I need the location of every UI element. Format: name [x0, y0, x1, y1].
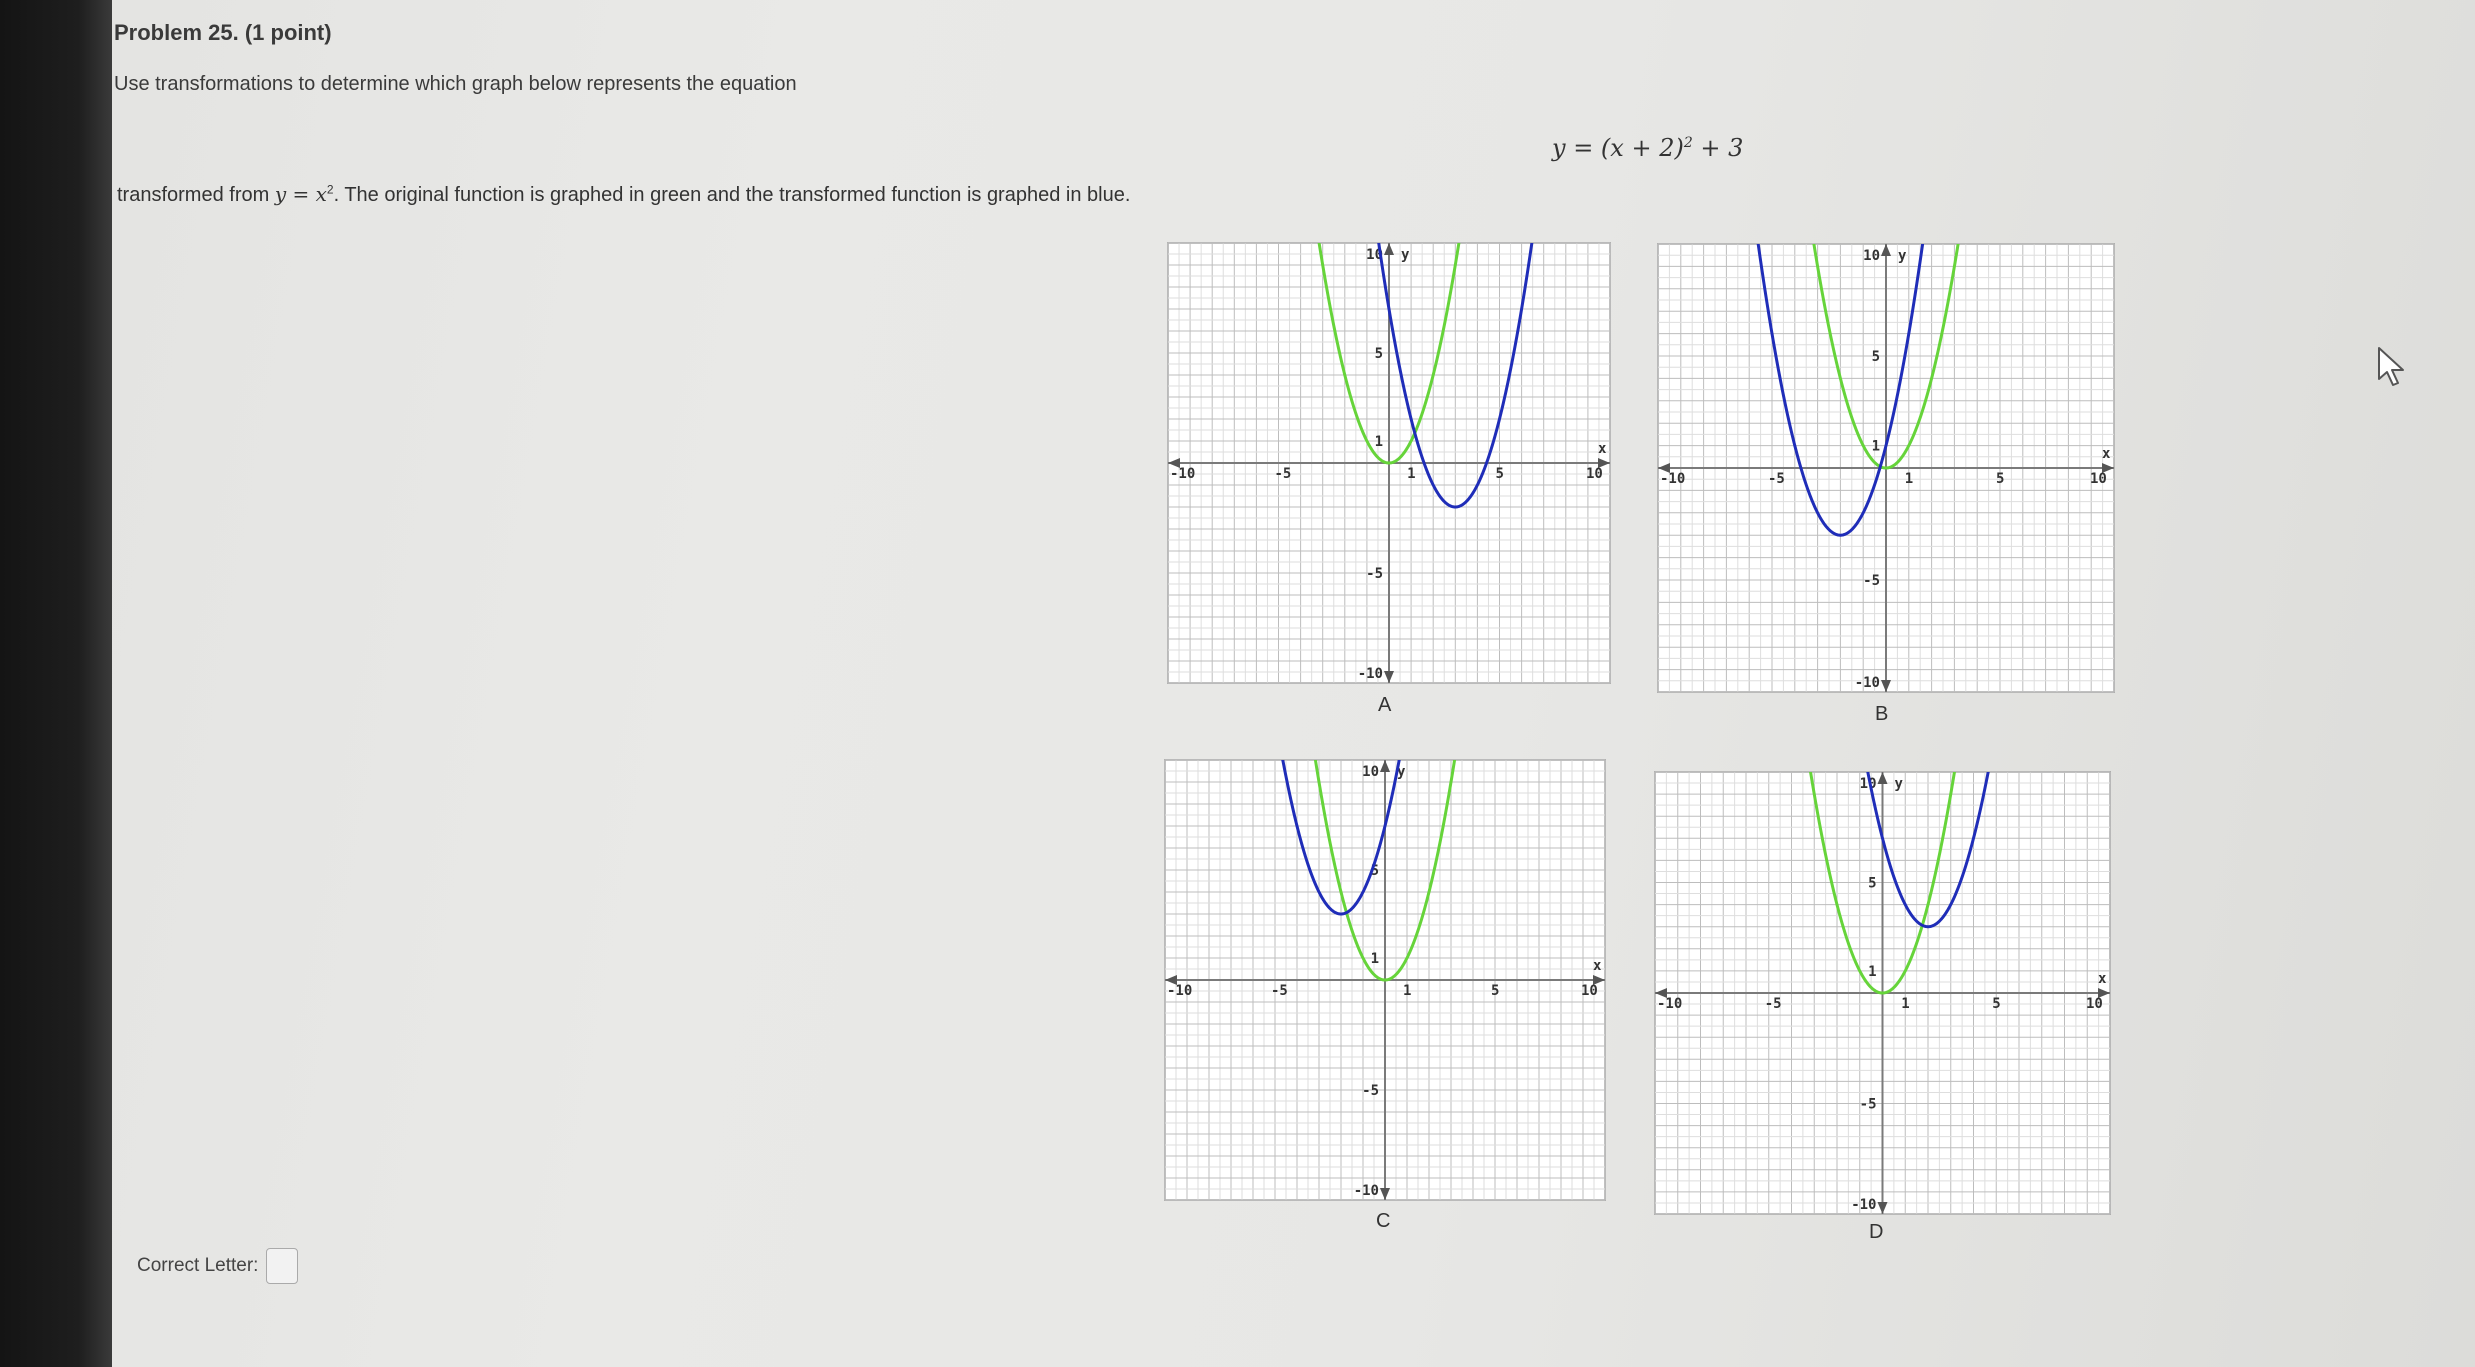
y-tick-label: -10	[1357, 666, 1383, 682]
y-tick-label: -10	[1851, 1197, 1877, 1213]
desc-exponent: 2	[326, 182, 334, 197]
x-tick-label: 1	[1407, 466, 1416, 482]
x-axis-name: x	[1593, 958, 1602, 974]
screen-bezel	[0, 0, 112, 1367]
graph-D-plot	[1652, 769, 2113, 1217]
y-tick-label: 10	[1362, 764, 1379, 780]
x-tick-label: 10	[1581, 983, 1598, 999]
x-tick-label: 5	[1491, 983, 1500, 999]
equation-exponent: 2	[1683, 135, 1693, 151]
x-tick-label: 5	[1495, 466, 1504, 482]
x-tick-label: 1	[1901, 996, 1910, 1012]
x-tick-label: 5	[1996, 471, 2005, 487]
x-tick-label: 5	[1992, 996, 2001, 1012]
desc-pre: transformed from	[117, 184, 275, 206]
x-tick-label: 1	[1904, 471, 1914, 487]
y-tick-label: 10	[1863, 248, 1880, 264]
graph-D	[1652, 769, 2113, 1217]
problem-content	[112, 0, 2475, 1367]
graph-C	[1162, 757, 1608, 1203]
x-tick-label: 1	[1403, 983, 1412, 999]
y-tick-label: 1	[1370, 951, 1379, 967]
y-tick-label: 5	[1370, 863, 1379, 879]
y-tick-label: 1	[1374, 434, 1383, 450]
problem-description	[117, 182, 1130, 207]
x-tick-label: -10	[1170, 466, 1196, 482]
y-axis-name: y	[1894, 776, 1903, 792]
y-tick-label: -10	[1353, 1183, 1379, 1199]
x-tick-label: -10	[1167, 983, 1193, 999]
y-axis-name: y	[1397, 764, 1406, 780]
graph-C-plot	[1162, 757, 1608, 1203]
graph-D-label: D	[1869, 1221, 1884, 1243]
graph-A	[1165, 240, 1613, 686]
equation-rhs: + 3	[1692, 134, 1744, 162]
y-tick-label: 1	[1868, 963, 1877, 980]
x-tick-label: 10	[2090, 471, 2107, 487]
graph-C-label: C	[1376, 1210, 1391, 1232]
y-tick-label: -5	[1362, 1083, 1379, 1099]
x-tick-label: 10	[1586, 466, 1603, 482]
mouse-cursor-icon	[2375, 345, 2409, 389]
y-tick-label: 5	[1871, 349, 1880, 365]
answer-label: Correct Letter:	[137, 1255, 259, 1276]
x-tick-label: -10	[1660, 471, 1686, 487]
y-tick-label: 5	[1374, 346, 1383, 362]
x-axis-name: x	[2098, 971, 2107, 987]
graph-A-label: A	[1378, 694, 1392, 716]
graph-B	[1655, 241, 2117, 695]
y-tick-label: 10	[1366, 247, 1383, 263]
answer-input[interactable]	[266, 1248, 298, 1284]
x-tick-label: -10	[1657, 996, 1683, 1012]
y-tick-label: -5	[1366, 566, 1383, 582]
y-axis-name: y	[1401, 247, 1410, 263]
desc-post: . The original function is graphed in green and the transformed function is graphed in blue.	[333, 184, 1131, 206]
y-tick-label: 10	[1859, 776, 1877, 792]
y-tick-label: -5	[1863, 573, 1880, 589]
x-tick-label: -5	[1768, 471, 1785, 487]
graph-A-plot	[1165, 240, 1613, 686]
x-tick-label: 10	[2086, 996, 2103, 1012]
problem-title: Problem 25. (1 point)	[114, 20, 332, 45]
x-tick-label: -5	[1271, 983, 1288, 999]
desc-parent-function: y = x	[274, 182, 327, 206]
x-tick-label: -5	[1764, 996, 1782, 1012]
problem-intro: Use transformations to determine which graph below represents the equation	[114, 73, 797, 95]
graph-B-plot	[1655, 241, 2117, 695]
x-axis-name: x	[1598, 441, 1607, 457]
equation-lhs: y = (x + 2)	[1552, 134, 1684, 162]
x-axis-name: x	[2102, 446, 2111, 462]
graph-B-label: B	[1875, 703, 1889, 725]
x-tick-label: -5	[1274, 466, 1292, 482]
y-axis-name: y	[1898, 248, 1907, 264]
target-equation	[1552, 134, 1743, 162]
y-tick-label: -10	[1854, 675, 1880, 691]
y-tick-label: -5	[1859, 1096, 1877, 1113]
y-tick-label: 5	[1868, 875, 1877, 892]
answer-row	[137, 1248, 298, 1284]
y-tick-label: 1	[1871, 438, 1880, 455]
